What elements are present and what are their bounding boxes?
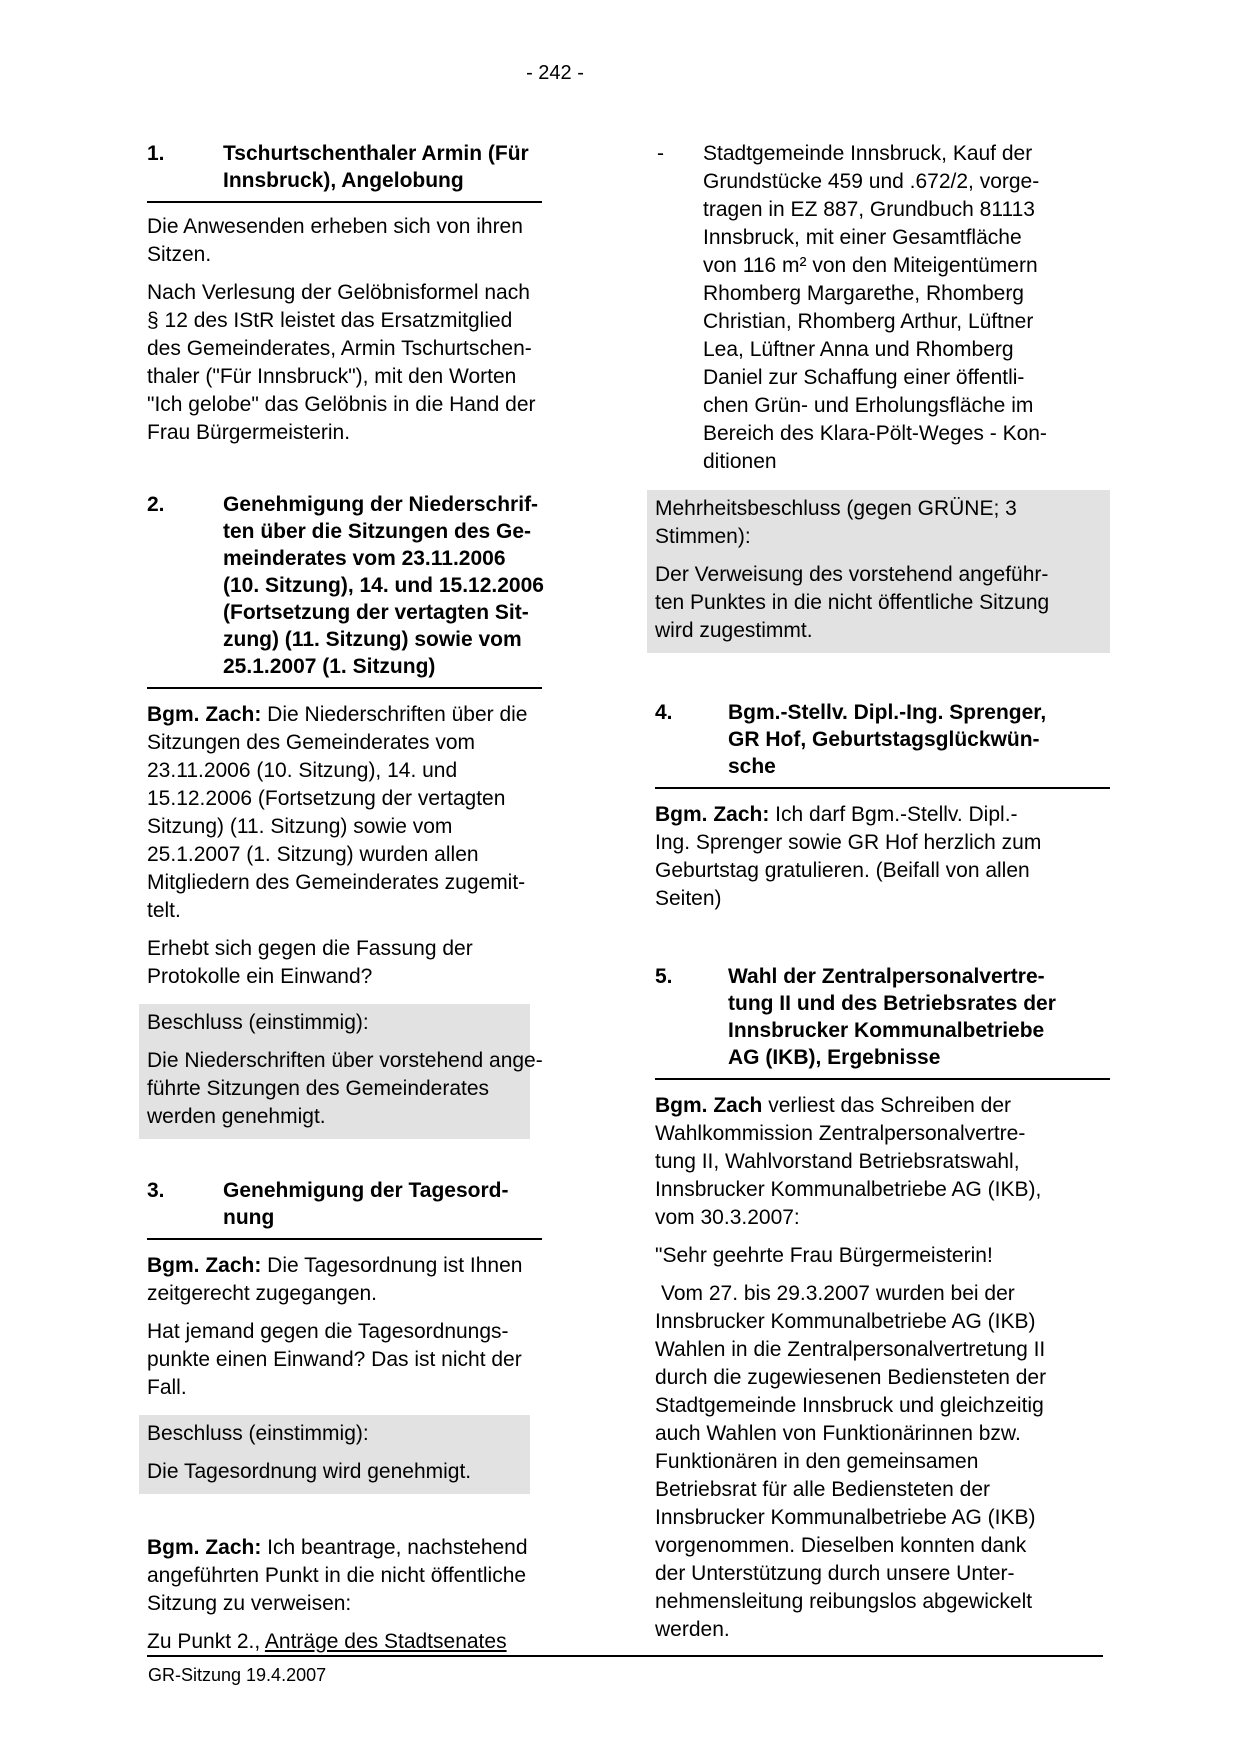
text-line: Wahlen in die Zentralpersonalvertretung II	[655, 1338, 1046, 1361]
paragraph	[655, 1092, 1110, 1232]
text-line: ditionen	[703, 450, 777, 473]
text-line: werden genehmigt.	[147, 1105, 326, 1128]
text-line: ten über die Sitzungen des Ge-	[223, 520, 532, 543]
text-line: meinderates vom 23.11.2006	[223, 547, 506, 570]
text-line: Erhebt sich gegen die Fassung der	[147, 937, 473, 960]
text-line: zung) (11. Sitzung) sowie vom	[223, 628, 522, 651]
text-line: thaler ("Für Innsbruck"), mit den Worten	[147, 365, 517, 388]
bullet-marker: -	[657, 142, 664, 165]
text-line: Grundstücke 459 und .672/2, vorge-	[703, 170, 1040, 193]
text-line: 15.12.2006 (Fortsetzung der vertagten	[147, 787, 506, 810]
text-line: Rhomberg Margarethe, Rhomberg	[703, 282, 1024, 305]
text-line: 25.1.2007 (1. Sitzung)	[223, 655, 436, 678]
paragraph	[147, 1318, 542, 1402]
right-column	[655, 140, 1110, 1644]
paragraph	[147, 935, 542, 991]
text-line: Stadtgemeinde Innsbruck und gleichzeitig	[655, 1394, 1044, 1417]
footer-text: GR-Sitzung 19.4.2007	[148, 1665, 327, 1685]
text-line: AG (IKB), Ergebnisse	[728, 1046, 941, 1069]
text-line: Innsbrucker Kommunalbetriebe AG (IKB)	[655, 1310, 1036, 1333]
text-line: Protokolle ein Einwand?	[147, 965, 373, 988]
decision-text	[147, 1047, 543, 1131]
underlined-text: Anträge des Stadtsenates	[264, 1630, 507, 1653]
agenda-item-number: 2.	[147, 493, 165, 516]
agenda-item-number: 3.	[147, 1179, 165, 1202]
text-line: Wahl der Zentralpersonalvertre-	[728, 965, 1045, 988]
text-line: Vom 27. bis 29.3.2007 wurden bei der	[661, 1282, 1015, 1305]
text-line: Mitgliedern des Gemeinderates zugemit-	[147, 871, 526, 894]
paragraph	[655, 801, 1110, 913]
text-line: tung II, Wahlvorstand Betriebsratswahl,	[655, 1150, 1020, 1173]
text-line: führte Sitzungen des Gemeinderates	[147, 1077, 490, 1100]
text-line: Beschluss (einstimmig):	[147, 1422, 369, 1445]
text-line: Innsbrucker Kommunalbetriebe	[728, 1019, 1045, 1042]
agenda-item-heading	[655, 699, 1110, 789]
text-line: Nach Verlesung der Gelöbnisformel nach	[147, 281, 530, 304]
paragraph	[147, 213, 542, 269]
text-line: Genehmigung der Tagesord-	[223, 1179, 509, 1202]
text-line: Fall.	[147, 1376, 187, 1399]
paragraph	[147, 701, 542, 925]
text-line: durch die zugewiesenen Bediensteten der	[655, 1366, 1047, 1389]
text-line: Betriebsrat für alle Bediensteten der	[655, 1478, 991, 1501]
text-line: zeitgerecht zugegangen.	[147, 1282, 378, 1305]
paragraph	[147, 1628, 542, 1656]
text-line: des Gemeinderates, Armin Tschurtschen-	[147, 337, 532, 360]
text-line: Bgm. Zach: Ich darf Bgm.-Stellv. Dipl.-	[655, 803, 1018, 826]
paragraph	[147, 279, 542, 447]
agenda-item-number: 1.	[147, 142, 165, 165]
text-line: (10. Sitzung), 14. und 15.12.2006	[223, 574, 544, 597]
text-line: der Unterstützung durch unsere Unter-	[655, 1562, 1015, 1585]
agenda-item-number: 5.	[655, 965, 673, 988]
text-line: Die Tagesordnung wird genehmigt.	[147, 1460, 472, 1483]
text-line: Die Niederschriften über vorstehend ange-	[147, 1049, 543, 1072]
text-line: werden.	[655, 1618, 730, 1641]
text-line: Die Anwesenden erheben sich von ihren	[147, 215, 523, 238]
paragraph	[655, 1242, 1110, 1270]
text-line: GR Hof, Geburtstagsglückwün-	[728, 728, 1040, 751]
text-line: Sitzungen des Gemeinderates vom	[147, 731, 476, 754]
text-line: 23.11.2006 (10. Sitzung), 14. und	[147, 759, 458, 782]
decision-label	[147, 1009, 522, 1037]
text-line: Beschluss (einstimmig):	[147, 1011, 369, 1034]
text-line: Bgm. Zach verliest das Schreiben der	[655, 1094, 1011, 1117]
text-line: Innsbruck), Angelobung	[223, 169, 464, 192]
decision-label	[655, 495, 1102, 551]
text-line: tung II und des Betriebsrates der	[728, 992, 1056, 1015]
text-line: Frau Bürgermeisterin.	[147, 421, 351, 444]
text-line: Bgm. Zach: Ich beantrage, nachstehend	[147, 1536, 528, 1559]
text-line: vorgenommen. Dieselben konnten dank	[655, 1534, 1027, 1557]
left-column	[147, 140, 542, 1656]
text-line: vom 30.3.2007:	[655, 1206, 800, 1229]
text-line: Bgm.-Stellv. Dipl.-Ing. Sprenger,	[728, 701, 1047, 724]
agenda-item-heading	[147, 1177, 542, 1240]
paragraph	[147, 1534, 542, 1618]
text-line: Mehrheitsbeschluss (gegen GRÜNE; 3	[655, 497, 1017, 520]
text-line: Innsbrucker Kommunalbetriebe AG (IKB),	[655, 1178, 1042, 1201]
text-line: "Ich gelobe" das Gelöbnis in die Hand der	[147, 393, 536, 416]
text-line: Funktionären in den gemeinsamen	[655, 1450, 979, 1473]
text-line: Zu Punkt 2., Anträge des Stadtsenates	[147, 1630, 507, 1653]
text-line: auch Wahlen von Funktionärinnen bzw.	[655, 1422, 1021, 1445]
text-line: Lea, Lüftner Anna und Rhomberg	[703, 338, 1014, 361]
agenda-item-heading	[655, 963, 1110, 1080]
text-line: chen Grün- und Erholungsfläche im	[703, 394, 1034, 417]
agenda-item-heading	[147, 491, 542, 689]
text-line: tragen in EZ 887, Grundbuch 81113	[703, 198, 1035, 221]
text-line: nung	[223, 1206, 275, 1229]
decision-text	[147, 1458, 522, 1486]
decision-text	[655, 561, 1102, 645]
text-line: Christian, Rhomberg Arthur, Lüftner	[703, 310, 1034, 333]
text-line: Stimmen):	[655, 525, 751, 548]
decision-box	[647, 490, 1110, 653]
footer-rule	[147, 1655, 1103, 1657]
bullet-item	[655, 140, 1110, 476]
text-line: Seiten)	[655, 887, 722, 910]
paragraph	[147, 1252, 542, 1308]
text-line: wird zugestimmt.	[655, 619, 813, 642]
text-line: § 12 des IStR leistet das Ersatzmitglied	[147, 309, 513, 332]
text-line: Sitzung zu verweisen:	[147, 1592, 352, 1615]
text-line: Stadtgemeinde Innsbruck, Kauf der	[703, 142, 1033, 165]
text-line: Bgm. Zach: Die Niederschriften über die	[147, 703, 528, 726]
text-line: punkte einen Einwand? Das ist nicht der	[147, 1348, 522, 1371]
text-line: Sitzen.	[147, 243, 212, 266]
text-line: Ing. Sprenger sowie GR Hof herzlich zum	[655, 831, 1042, 854]
text-line: angeführten Punkt in die nicht öffentliche	[147, 1564, 527, 1587]
text-line: Innsbrucker Kommunalbetriebe AG (IKB)	[655, 1506, 1036, 1529]
agenda-item-number: 4.	[655, 701, 673, 724]
text-line: Hat jemand gegen die Tagesordnungs-	[147, 1320, 509, 1343]
text-line: (Fortsetzung der vertagten Sit-	[223, 601, 529, 624]
text-line: Bgm. Zach: Die Tagesordnung ist Ihnen	[147, 1254, 523, 1277]
text-line: ten Punktes in die nicht öffentliche Sitzung	[655, 591, 1050, 614]
text-line: Genehmigung der Niederschrif-	[223, 493, 539, 516]
text-line: 25.1.2007 (1. Sitzung) wurden allen	[147, 843, 479, 866]
decision-label	[147, 1420, 522, 1448]
text-line: "Sehr geehrte Frau Bürgermeisterin!	[655, 1244, 993, 1267]
text-line: Innsbruck, mit einer Gesamtfläche	[703, 226, 1022, 249]
text-line: Daniel zur Schaffung einer öffentli-	[703, 366, 1025, 389]
paragraph	[655, 1280, 1110, 1644]
text-line: Wahlkommission Zentralpersonalvertre-	[655, 1122, 1026, 1145]
decision-box	[139, 1415, 530, 1494]
page-number: - 242 -	[526, 62, 584, 84]
text-line: von 116 m² von den Miteigentümern	[703, 254, 1038, 277]
text-line: Sitzung) (11. Sitzung) sowie vom	[147, 815, 453, 838]
agenda-item-heading	[147, 140, 542, 203]
text-line: Bereich des Klara-Pölt-Weges - Kon-	[703, 422, 1047, 445]
text-line: Der Verweisung des vorstehend angeführ-	[655, 563, 1049, 586]
text-line: nehmensleitung reibungslos abgewickelt	[655, 1590, 1033, 1613]
decision-box	[139, 1004, 543, 1139]
text-line: Geburtstag gratulieren. (Beifall von allen	[655, 859, 1030, 882]
text-line: Tschurtschenthaler Armin (Für	[223, 142, 529, 165]
text-line: telt.	[147, 899, 181, 922]
text-line: sche	[728, 755, 776, 778]
